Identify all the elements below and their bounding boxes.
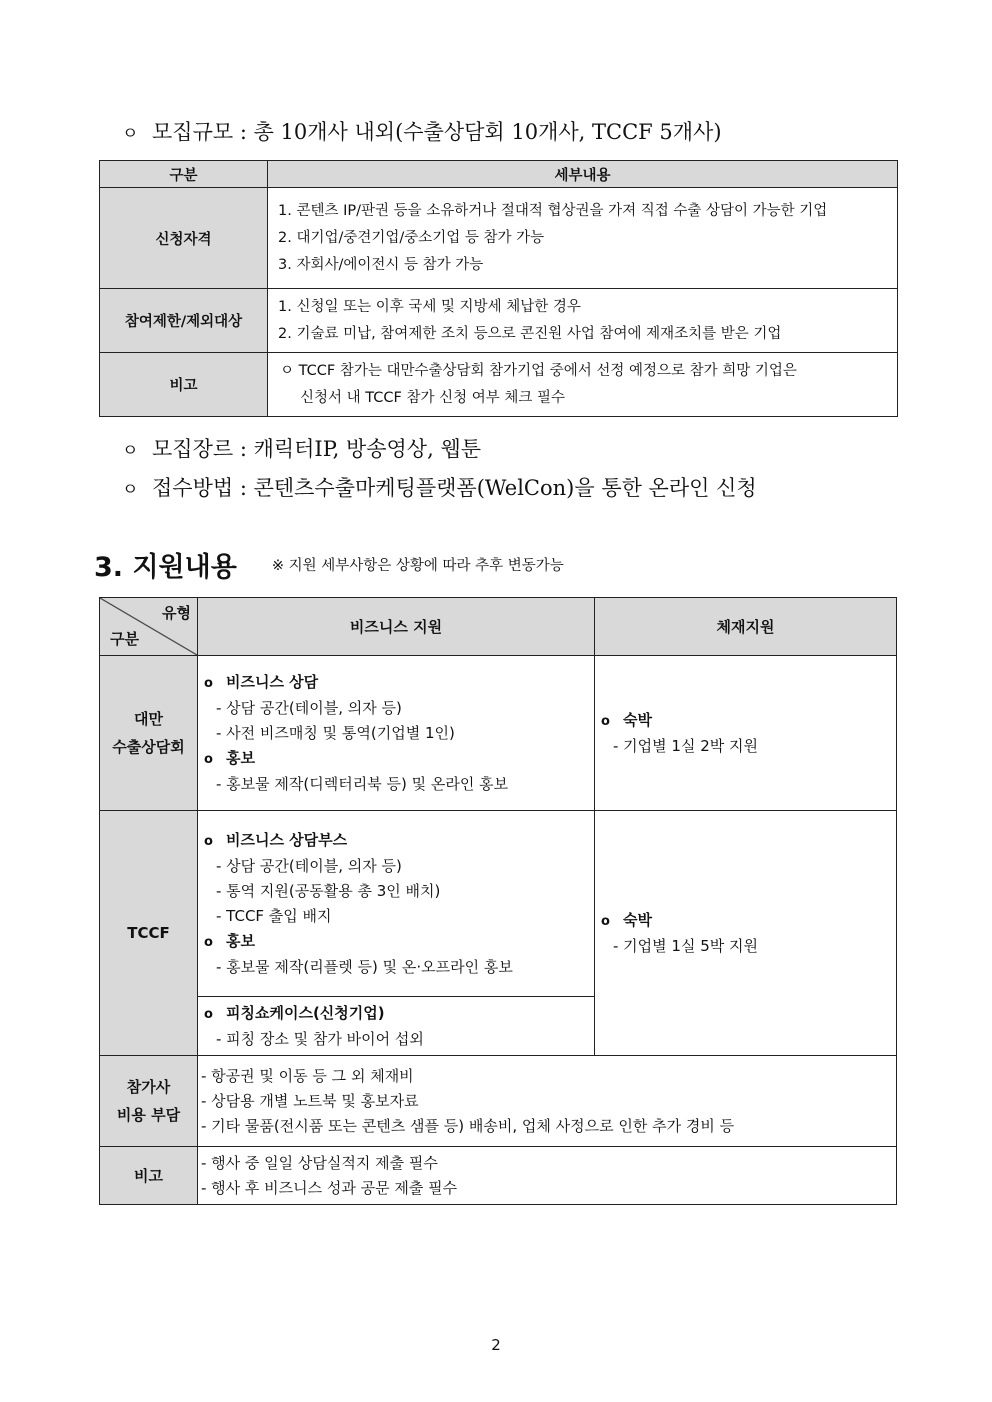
row-content-note — [268, 353, 898, 417]
taiwan-business-cell — [198, 656, 595, 811]
list-item: - 홍보물 제작(디렉터리북 등) 및 온라인 홍보 — [216, 774, 509, 793]
table-row — [100, 1056, 897, 1147]
list-item: - 기업별 1실 5박 지원 — [613, 936, 759, 955]
heading-text: 피칭쇼케이스(신청기업) — [226, 1003, 385, 1022]
cost-content-cell — [198, 1056, 897, 1147]
bullet-marker: o — [204, 833, 213, 849]
recruit-method-line — [122, 472, 757, 502]
recruit-scale-text: 모집규모 : 총 10개사 내외(수출상담회 10개사, TCCF 5개사) — [152, 120, 722, 144]
header-business-support: 비즈니스 지원 — [198, 598, 595, 656]
table-row — [100, 289, 898, 353]
table-row — [100, 188, 898, 289]
bullet-marker: o — [204, 751, 213, 767]
list-item: - 상담용 개별 노트북 및 홍보자료 — [201, 1091, 419, 1110]
heading-text: 홍보 — [226, 748, 255, 767]
table-row — [100, 1147, 897, 1205]
row-content-restriction — [268, 289, 898, 353]
recruit-genre-text: 모집장르 : 캐릭터IP, 방송영상, 웹툰 — [152, 437, 482, 461]
eligibility-line-1: 1. 콘텐츠 IP/판권 등을 소유하거나 절대적 협상권을 가져 직접 수출 상담이 가능한 기업 — [278, 202, 828, 219]
restriction-line-2: 2. 기술료 미납, 참여제한 조치 등으로 콘진원 사업 참여에 제재조치를 받은 기업 — [278, 325, 782, 342]
row-label-restriction: 참여제한/제외대상 — [100, 289, 268, 353]
list-item: - 홍보물 제작(리플렛 등) 및 온·오프라인 홍보 — [216, 957, 513, 976]
row-content-eligibility — [268, 188, 898, 289]
eligibility-line-3: 3. 자회사/에이전시 등 참가 가능 — [278, 256, 484, 273]
row-label-cost — [100, 1056, 198, 1147]
tccf-biz-heading-2 — [204, 929, 588, 955]
section-heading — [94, 545, 564, 584]
section-note: ※ 지원 세부사항은 상황에 따라 추후 변동가능 — [271, 558, 564, 574]
support-table — [99, 597, 897, 1205]
list-item: - 항공권 및 이동 등 그 외 체재비 — [201, 1066, 414, 1085]
eligibility-table — [99, 160, 898, 417]
table-row — [100, 353, 898, 417]
bullet-marker: ㅇ — [122, 124, 139, 144]
note-line-1: ㅇ TCCF 참가는 대만수출상담회 참가기업 중에서 선정 예정으로 참가 희망 기업은 — [280, 362, 797, 379]
row-label-note: 비고 — [100, 353, 268, 417]
list-item: - 피칭 장소 및 참가 바이어 섭외 — [216, 1029, 424, 1048]
table-row — [100, 811, 897, 997]
tccf-biz-heading-1 — [204, 828, 588, 854]
section-title: 3. 지원내용 — [94, 552, 237, 583]
tccf-pitch-heading — [204, 1001, 588, 1027]
diagonal-header-cell — [100, 598, 197, 655]
bullet-marker: o — [204, 675, 213, 691]
remark-content-cell — [198, 1147, 897, 1205]
corner-top-label: 유형 — [162, 604, 191, 622]
heading-text: 홍보 — [226, 931, 255, 950]
taiwan-stay-heading — [601, 708, 890, 734]
row-label-remark: 비고 — [100, 1147, 198, 1205]
heading-text: 비즈니스 상담 — [226, 672, 319, 691]
taiwan-label-line-1: 대만 — [134, 710, 163, 728]
taiwan-biz-heading-1 — [204, 670, 588, 696]
taiwan-label-line-2: 수출상담회 — [112, 738, 185, 756]
corner-bottom-label: 구분 — [110, 630, 139, 648]
cost-label-line-1: 참가사 — [126, 1078, 171, 1096]
note-line-2: 신청서 내 TCCF 참가 신청 여부 체크 필수 — [300, 389, 565, 406]
list-item: - 통역 지원(공동활용 총 3인 배치) — [216, 881, 441, 900]
tccf-pitch-cell — [198, 997, 595, 1056]
tccf-stay-cell — [595, 811, 897, 1056]
recruit-method-text: 접수방법 : 콘텐츠수출마케팅플랫폼(WelCon)을 통한 온라인 신청 — [152, 476, 757, 500]
recruit-genre-line — [122, 433, 481, 463]
cost-label-line-2: 비용 부담 — [116, 1106, 181, 1124]
list-item: - 상담 공간(테이블, 의자 등) — [216, 856, 402, 875]
table-header-row — [100, 161, 898, 188]
bullet-marker: o — [204, 1006, 213, 1022]
row-label-taiwan — [100, 656, 198, 811]
tccf-business-cell — [198, 811, 595, 997]
recruit-scale-line — [122, 116, 722, 146]
list-item: - 행사 후 비즈니스 성과 공문 제출 필수 — [201, 1178, 458, 1197]
header-details: 세부내용 — [268, 161, 898, 188]
list-item: - 기타 물품(전시품 또는 콘텐츠 샘플 등) 배송비, 업체 사정으로 인한 추가 경비 등 — [201, 1116, 735, 1135]
restriction-line-1: 1. 신청일 또는 이후 국세 및 지방세 체납한 경우 — [278, 298, 581, 315]
row-label-eligibility: 신청자격 — [100, 188, 268, 289]
heading-text: 숙박 — [623, 710, 652, 729]
taiwan-stay-cell — [595, 656, 897, 811]
list-item: - 행사 중 일일 상담실적지 제출 필수 — [201, 1153, 438, 1172]
eligibility-line-2: 2. 대기업/중견기업/중소기업 등 참가 가능 — [278, 229, 545, 246]
table-header-row — [100, 598, 897, 656]
bullet-marker: ㅇ — [122, 441, 139, 461]
header-stay-support: 체재지원 — [595, 598, 897, 656]
page-number: 2 — [491, 1336, 501, 1354]
row-label-tccf: TCCF — [100, 811, 198, 1056]
bullet-marker: o — [601, 913, 610, 929]
bullet-marker: ㅇ — [122, 480, 139, 500]
tccf-stay-heading — [601, 908, 890, 934]
heading-text: 숙박 — [623, 910, 652, 929]
taiwan-biz-heading-2 — [204, 746, 588, 772]
bullet-marker: o — [601, 713, 610, 729]
bullet-marker: o — [204, 934, 213, 950]
heading-text: 비즈니스 상담부스 — [226, 830, 348, 849]
list-item: - TCCF 출입 배지 — [216, 906, 332, 925]
list-item: - 사전 비즈매칭 및 통역(기업별 1인) — [216, 723, 455, 742]
corner-header — [100, 598, 198, 656]
header-category: 구분 — [100, 161, 268, 188]
table-row — [100, 656, 897, 811]
list-item: - 기업별 1실 2박 지원 — [613, 736, 759, 755]
list-item: - 상담 공간(테이블, 의자 등) — [216, 698, 402, 717]
